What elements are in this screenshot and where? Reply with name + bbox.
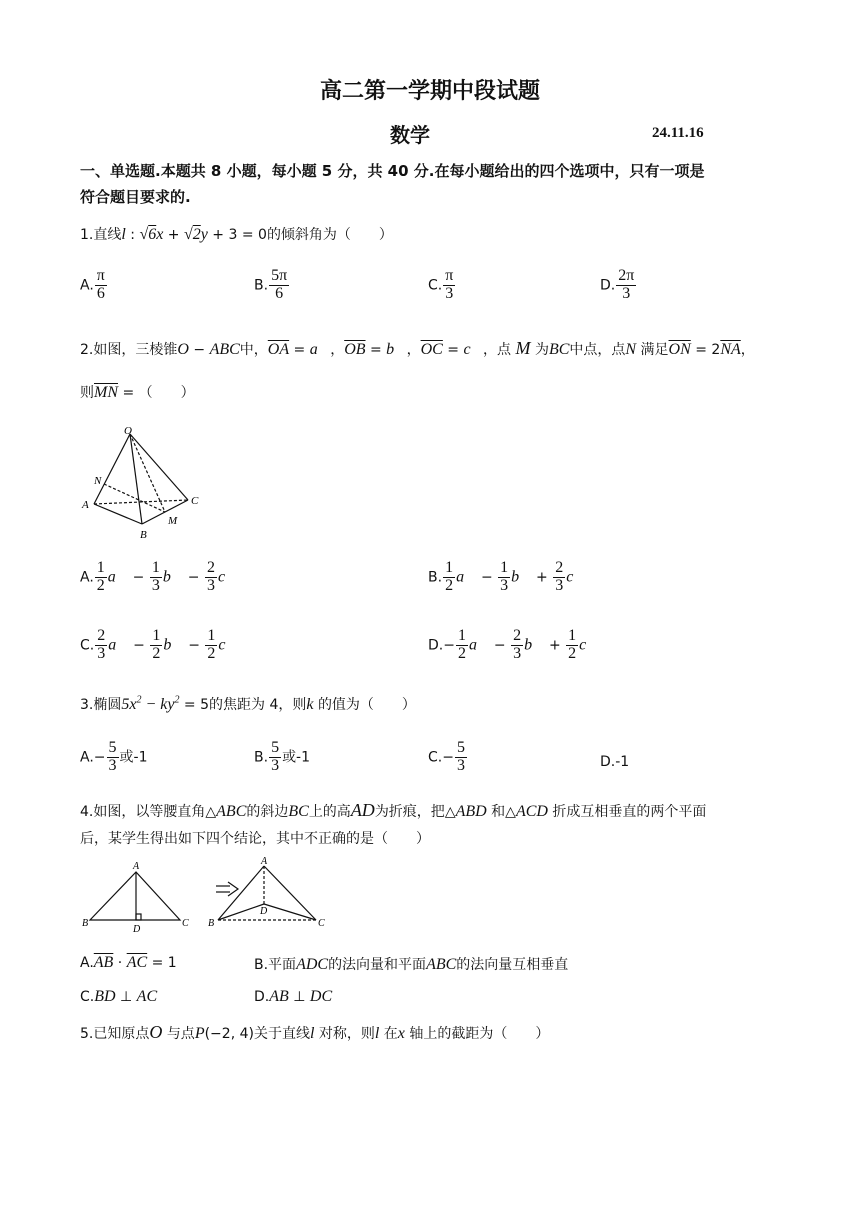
label-C: C [191,495,199,507]
fold-figure [80,856,340,934]
label-O: O [124,425,132,437]
q3-option-a[interactable]: A.− $\frac{5}{3}$ 或-1 [80,739,148,774]
question-5: 5.已知原点O 与点P(−2, 4)关于直线l 对称，则l 在x 轴上的截距为（ ） [80,1022,550,1042]
label-D1: D [133,924,141,934]
question-2-line1: 2.如图，三棱锥O − ABC中，$\overline{OA}$ = a⃗，$\overline{OB}$ = b⃗，$\overline{OC}$ = c⃗，点 M 为BC中点，点N 满足$\overline{ON} = 2\overline{NA}$， [80,338,755,358]
edge-OB [130,434,142,524]
segment-NM [104,484,165,512]
q2-option-a[interactable]: A. $\frac{1}{2}$ a⃗ − $\frac{1}{3}$ b⃗ − $\frac{2}{3}$ c⃗ [80,559,238,594]
exam-date: 24.11.16 [652,125,704,141]
label-A: A [82,499,89,511]
label-D2: D [260,906,268,917]
question-3: 3.椭圆$5x^2 - ky^2 = 5$的焦距为 4，则k 的值为（ ） [80,694,416,713]
q4-option-c[interactable]: C.BD ⊥ AC [80,988,158,1005]
q1-option-b[interactable]: B. $\frac{5\pi}{6}$ [254,267,288,302]
section-heading-line1: 一、单选题.本题共 8 小题，每小题 5 分，共 40 分.在每小题给出的四个选项中，只有一项是 [80,162,705,180]
label-C1: C [182,918,189,929]
edge-AB [94,504,142,524]
label-B1: B [82,918,89,929]
subject-title: 数学 [390,123,430,147]
page-title: 高二第一学期中段试题 [319,79,540,104]
q2-option-c[interactable]: C. $\frac{2}{3}$ a⃗ − $\frac{1}{2}$ b⃗ − $\frac{1}{2}$ c⃗ [80,627,238,662]
label-C2: C [318,918,325,929]
edge-OC [130,434,188,500]
label-B: B [140,529,147,541]
question-4-line1: 4.如图，以等腰直角△ABC的斜边BC上的高AD为折痕，把△ABD 和△ACD 折成互相垂直的两个平面 [80,800,707,820]
q3-option-d[interactable]: D.-1 [600,754,630,770]
right-angle-mark [136,914,141,920]
label-M: M [168,515,178,527]
section-heading-line2: 符合题目要求的. [80,188,191,206]
q3-option-c[interactable]: C.− $\frac{5}{3}$ [428,739,465,774]
q1-option-a[interactable]: A. $\frac{\pi}{6}$ [80,267,105,302]
q1-option-c[interactable]: C. $\frac{\pi}{3}$ [428,267,454,302]
question-4-line2: 后，某学生得出如下四个结论，其中不正确的是（ ） [80,831,430,847]
q3-option-b[interactable]: B. $\frac{5}{3}$ 或-1 [254,739,311,774]
label-B2: B [208,918,215,929]
q2-option-d[interactable]: D.− $\frac{1}{2}$ a⃗ − $\frac{2}{3}$ b⃗ + $\frac{1}{2}$ c⃗ [428,627,599,662]
label-A2: A [261,856,268,867]
arrow-icon [228,882,238,896]
q2-option-b[interactable]: B. $\frac{1}{2}$ a⃗ − $\frac{1}{3}$ b⃗ + $\frac{2}{3}$ c⃗ [428,559,586,594]
label-N: N [94,475,102,487]
label-A1: A [133,861,140,872]
q1-option-d[interactable]: D. $\frac{2\pi}{3}$ [600,267,635,302]
tetrahedron-figure [80,424,206,542]
question-1: 1.直线l : √6x + √2y + 3 = 0的倾斜角为（ ） [80,226,393,243]
q4-option-d[interactable]: D.AB ⊥ DC [254,988,333,1005]
triangle-ABC [90,872,180,920]
q4-option-a[interactable]: $A.\overline{AB} \cdot \overline{AC} = 1$ [80,954,177,971]
question-2-line2: 则$\overline{MN}$ = （ ） [80,384,195,401]
q1-suffix: 的倾斜角为（ ） [266,227,393,243]
q1-prefix: 1.直线 [80,227,122,243]
q4-option-b[interactable]: B.平面ADC的法向量和平面ABC的法向量互相垂直 [254,956,569,973]
